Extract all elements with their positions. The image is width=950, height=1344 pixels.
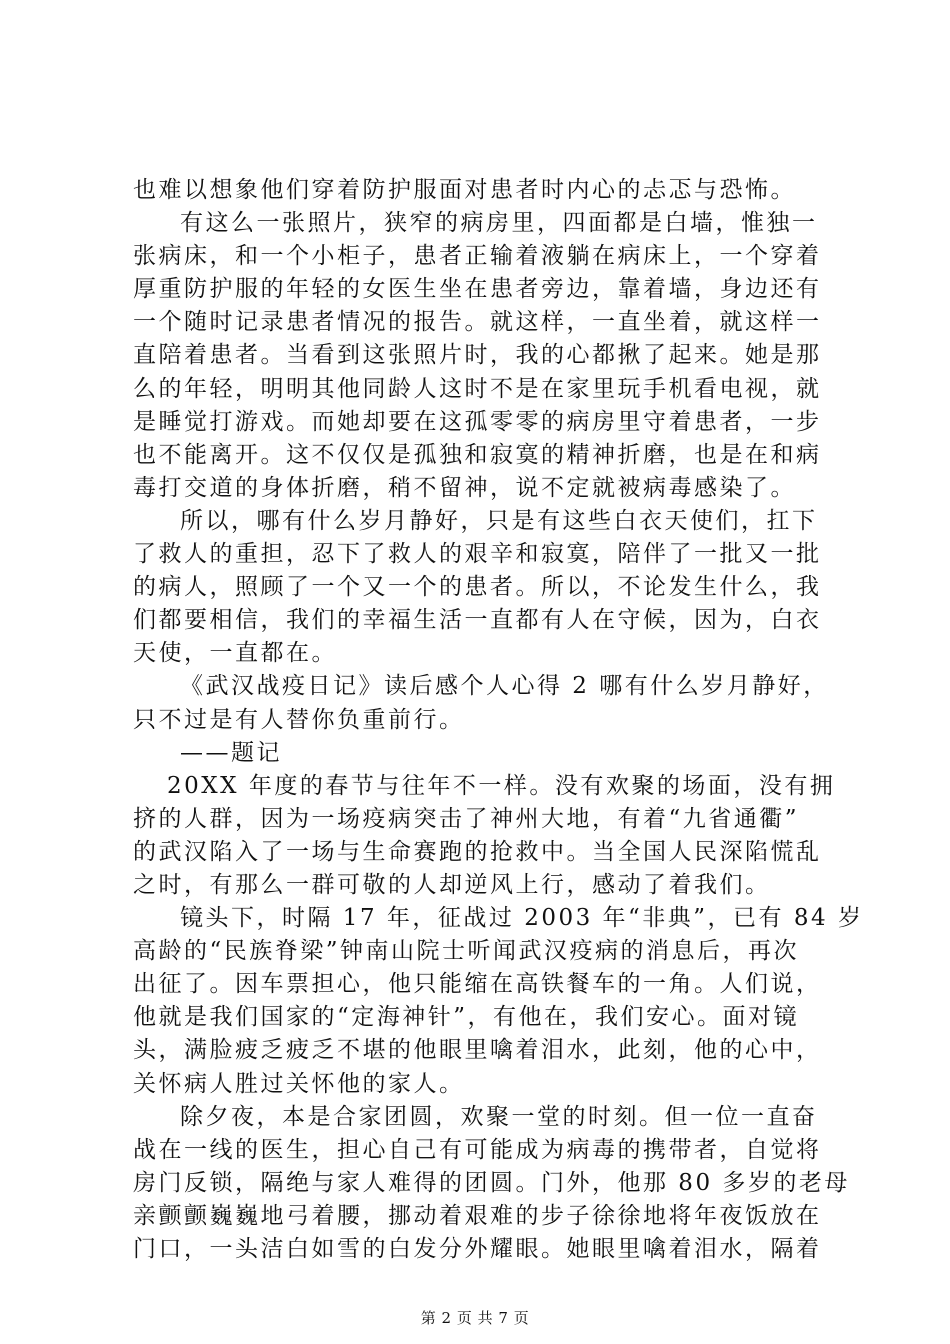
text-line: 镜头下，时隔 17 年，征战过 2003 年“非典”，已有 84 岁 xyxy=(180,905,864,932)
text-line: 亲颤颤巍巍地弓着腰，挪动着艰难的步子徐徐地将年夜饭放在 xyxy=(133,1202,822,1229)
text-line: 也难以想象他们穿着防护服面对患者时内心的忐忑与恐怖。 xyxy=(133,177,796,203)
text-line: 只不过是有人替你负重前行。 xyxy=(133,706,465,733)
text-line: 头，满脸疲乏疲乏不堪的他眼里噙着泪水，此刻，他的心中， xyxy=(133,1037,822,1064)
text-line: 他就是我们国家的“定海神针”，有他在，我们安心。面对镜 xyxy=(133,1004,800,1031)
text-line: 关怀病人胜过关怀他的家人。 xyxy=(133,1070,465,1097)
text-line: 的武汉陷入了一场与生命赛跑的抢救中。当全国人民深陷慌乱 xyxy=(133,838,822,865)
text-line: 也不能离开。这不仅仅是孤独和寂寞的精神折磨，也是在和病 xyxy=(133,441,822,468)
page-footer: 第 2 页 共 7 页 xyxy=(420,1309,530,1327)
text-line: 毒打交道的身体折磨，稍不留神，说不定就被病毒感染了。 xyxy=(133,474,796,501)
text-line: 《武汉战疫日记》读后感个人心得 2 哪有什么岁月静好， xyxy=(180,673,829,700)
text-line: 门口，一头洁白如雪的白发分外耀眼。她眼里噙着泪水，隔着 xyxy=(133,1236,822,1262)
text-line: 有这么一张照片，狭窄的病房里，四面都是白墙，惟独一 xyxy=(180,210,818,237)
text-line: 除夕夜，本是合家团圆，欢聚一堂的时刻。但一位一直奋 xyxy=(180,1103,818,1130)
text-line: 直陪着患者。当看到这张照片时，我的心都揪了起来。她是那 xyxy=(133,342,822,369)
body-text xyxy=(133,174,864,1266)
text-line: 之时，有那么一群可敬的人却逆风上行，感动了着我们。 xyxy=(133,871,771,898)
text-line: 天使，一直都在。 xyxy=(133,640,337,667)
text-line: 高龄的“民族脊梁”钟南山院士听闻武汉疫病的消息后，再次 xyxy=(133,938,800,965)
text-line: 是睡觉打游戏。而她却要在这孤零零的病房里守着患者，一步 xyxy=(133,408,822,435)
text-line: 挤的人群，因为一场疫病突击了神州大地，有着“九省通衢” xyxy=(133,805,800,832)
text-line: 战在一线的医生，担心自己有可能成为病毒的携带者，自觉将 xyxy=(133,1136,822,1163)
text-line: 出征了。因车票担心，他只能缩在高铁餐车的一角。人们说， xyxy=(133,971,822,998)
text-line: 了救人的重担，忍下了救人的艰辛和寂寞，陪伴了一批又一批 xyxy=(133,541,822,568)
text-line: 的病人，照顾了一个又一个的患者。所以，不论发生什么，我 xyxy=(133,574,822,601)
text-line: ——题记 xyxy=(180,739,282,766)
text-line: 们都要相信，我们的幸福生活一直都有人在守候，因为，白衣 xyxy=(133,607,822,634)
text-line: 20XX 年度的春节与往年不一样。没有欢聚的场面，没有拥 xyxy=(167,772,836,799)
text-line: 么的年轻，明明其他同龄人这时不是在家里玩手机看电视，就 xyxy=(133,375,822,402)
text-line: 厚重防护服的年轻的女医生坐在患者旁边，靠着墙，身边还有 xyxy=(133,276,822,303)
text-line: 房门反锁，隔绝与家人难得的团圆。门外，他那 80 多岁的老母 xyxy=(133,1169,850,1196)
text-line: 一个随时记录患者情况的报告。就这样，一直坐着，就这样一 xyxy=(133,309,822,336)
text-line: 所以，哪有什么岁月静好，只是有这些白衣天使们，扛下 xyxy=(180,507,818,534)
text-line: 张病床，和一个小柜子，患者正输着液躺在病床上，一个穿着 xyxy=(133,243,822,270)
